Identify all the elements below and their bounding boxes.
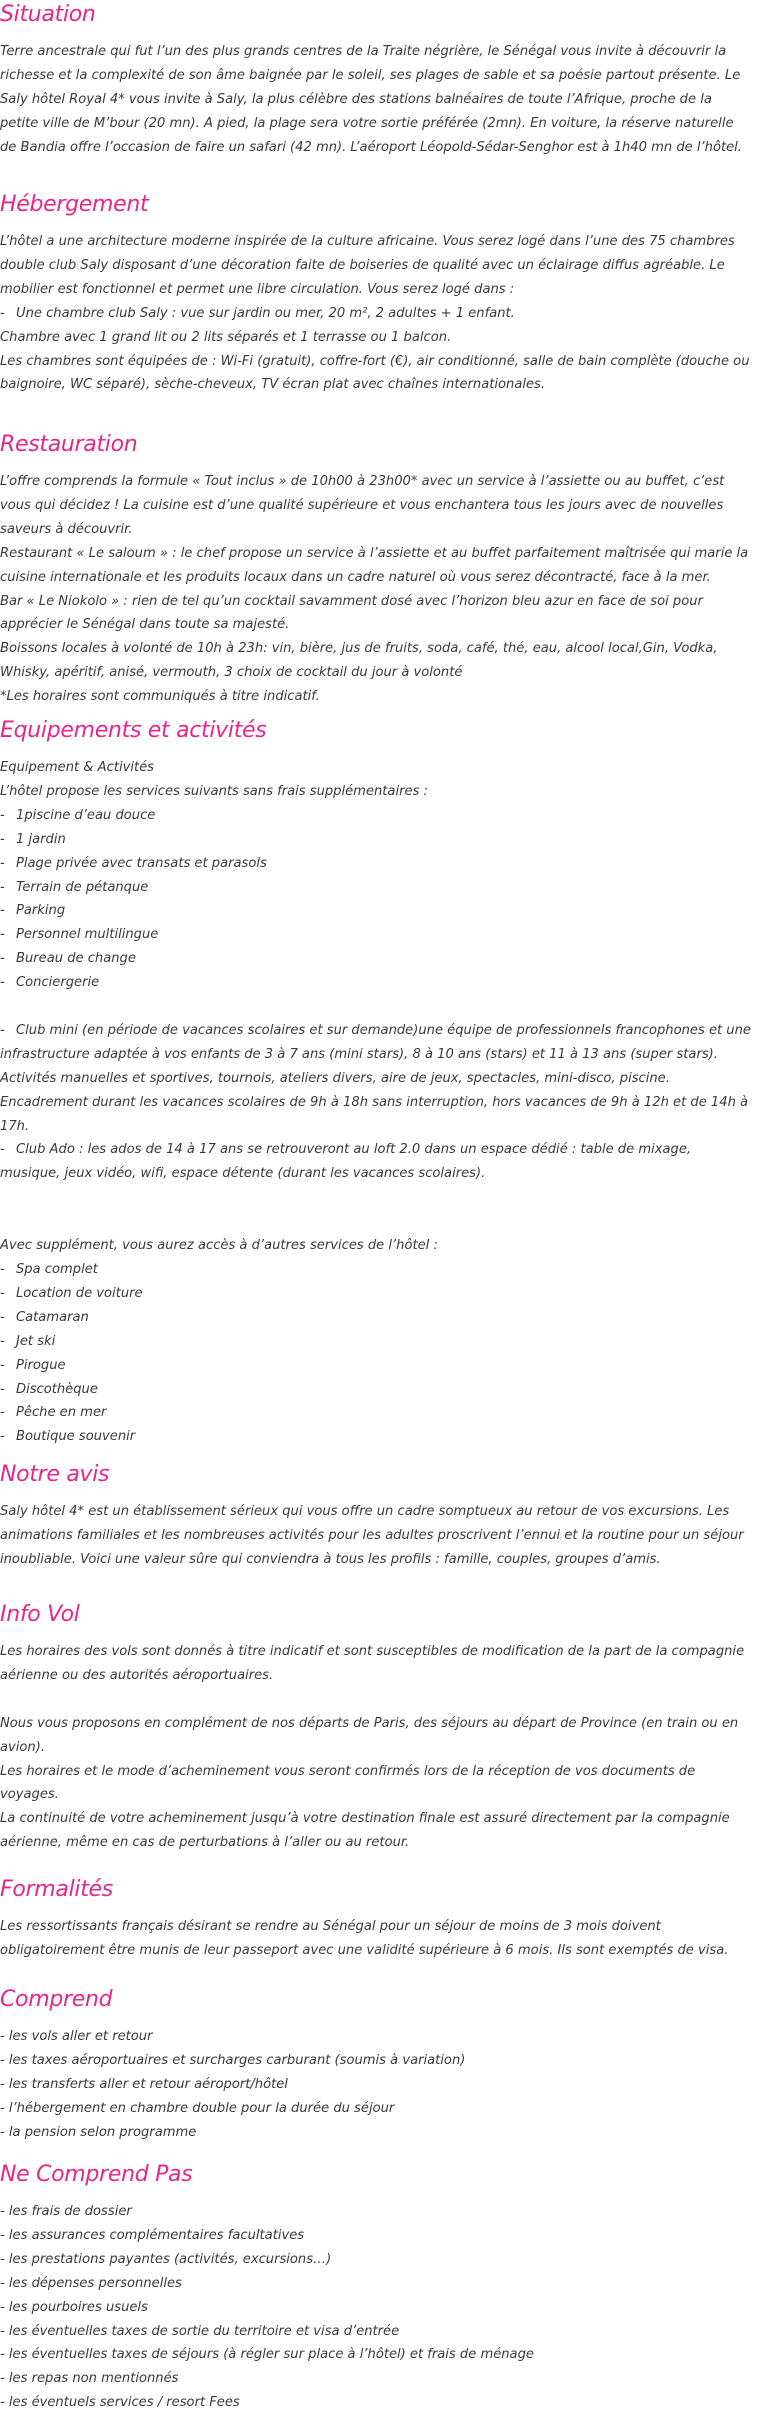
dash-bullet: - [0, 1405, 5, 1421]
line-text: Plage privée avec transats et parasols [16, 855, 267, 871]
line-text: L’hôtel a une architecture moderne inspirée de la culture africaine. Vous serez logé dans l’une des 75 chambres double club Saly disposant d’une décoration faite de boiseries de qualité avec un éclairage diffus agréable. Le mobilier est fonctionnel et permet une libre circulation. Vous serez logé dans : [0, 234, 735, 297]
section-title-comprend: Comprend [0, 1987, 113, 2012]
line-text: Catamaran [16, 1309, 89, 1325]
line-text: - les dépenses personnelles [0, 2275, 182, 2291]
line-text: - les transferts aller et retour aéroport/hôtel [0, 2076, 288, 2092]
line-text: Discothèque [16, 1381, 98, 1397]
section-title-equipements-et-activites: Equipements et activités [0, 718, 267, 743]
dash-bullet: - [0, 903, 5, 919]
paragraph-line [0, 2049, 752, 2073]
line-text: - les éventuels services / resort Fees [0, 2395, 240, 2411]
section-formalites [0, 1875, 752, 1963]
line-text: Personnel multilingue [16, 927, 159, 943]
line-text: *Les horaires sont communiqués à titre indicatif. [0, 689, 320, 705]
section-title-notre-avis: Notre avis [0, 1462, 110, 1487]
line-text: - l’hébergement en chambre double pour la durée du séjour [0, 2100, 395, 2116]
line-text: Conciergerie [16, 975, 100, 991]
paragraph-line [0, 2248, 752, 2272]
line-text: 1piscine d’eau douce [16, 807, 156, 823]
line-text: - les éventuelles taxes de sortie du territoire et visa d’entrée [0, 2323, 400, 2339]
section-restauration [0, 430, 752, 709]
paragraph-line [0, 1234, 752, 1258]
list-item [0, 971, 752, 995]
line-text: - les repas non mentionnés [0, 2371, 179, 2387]
dash-bullet: - [0, 879, 5, 895]
blank-line [0, 1186, 752, 1210]
line-text: Nous vous proposons en complément de nos départs de Paris, des séjours au départ de Province (en train ou en avion). [0, 1715, 739, 1755]
paragraph-line [0, 2391, 752, 2415]
line-text: Jet ski [16, 1333, 56, 1349]
paragraph-line [0, 2097, 752, 2121]
line-text: 1 jardin [16, 831, 66, 847]
paragraph-line [0, 326, 752, 350]
section-body-info-vol [0, 1640, 752, 1879]
paragraph-line [0, 2367, 752, 2391]
line-text: - les frais de dossier [0, 2204, 132, 2219]
list-item [0, 302, 752, 326]
line-text: - les taxes aéroportuaires et surcharges carburant (soumis à variation) [0, 2052, 466, 2068]
list-item [0, 923, 752, 947]
list-item [0, 1401, 752, 1425]
section-body-situation [0, 40, 752, 160]
paragraph-line [0, 1807, 752, 1855]
dash-bullet: - [0, 1381, 5, 1397]
paragraph-line [0, 637, 752, 685]
dash-bullet: - [0, 927, 5, 943]
section-notre-avis [0, 1460, 752, 1572]
dash-bullet: - [0, 1333, 5, 1349]
paragraph-line [0, 350, 752, 398]
paragraph-line [0, 1915, 752, 1963]
blank-line [0, 995, 752, 1019]
dash-bullet: - [0, 951, 5, 967]
paragraph-line [0, 2320, 752, 2344]
line-text: Terrain de pétanque [16, 879, 149, 895]
line-text: Club mini (en période de vacances scolaires et sur demande)une équipe de professionnels francophones et une infrastructure adaptée à vos enfants de 3 à 7 ans (mini stars), 8 à 10 ans (stars) et 11 à 13 ans (super stars). Activités manuelles et sportives, tournois, ateliers divers, aire de jeux, spectacles, mini-disco, piscine. Encadrement durant les vacances scolaires de 9h à 18h sans interruption, hors vacances de 9h à 12h et de 14h à 17h. [0, 1022, 751, 1134]
line-text: - les assurances complémentaires facultatives [0, 2227, 305, 2243]
paragraph-line [0, 1712, 752, 1760]
section-title-formalites: Formalités [0, 1877, 113, 1902]
list-item [0, 1282, 752, 1306]
line-text: Une chambre club Saly : vue sur jardin ou mer, 20 m², 2 adultes + 1 enfant. [16, 305, 515, 321]
section-body-formalites [0, 1915, 752, 1963]
section-hebergement [0, 190, 752, 397]
list-item [0, 1330, 752, 1354]
list-item [0, 947, 752, 971]
section-body-equipements-et-activites [0, 756, 752, 1449]
list-item [0, 1354, 752, 1378]
section-body-hebergement [0, 230, 752, 397]
paragraph-line [0, 2296, 752, 2320]
line-text: Les horaires des vols sont donnés à titre indicatif et sont susceptibles de modification de la part de la compagnie aérienne ou des autorités aéroportuaires. [0, 1644, 745, 1683]
paragraph-line [0, 2200, 752, 2224]
line-text: Location de voiture [16, 1285, 143, 1301]
line-text: Boissons locales à volonté de 10h à 23h: vin, bière, jus de fruits, soda, café, thé, eau, alcool local,Gin, Vodka, Whisky, apéritif, anisé, vermouth, 3 choix de cocktail du jour à volonté [0, 641, 718, 681]
line-text: Les ressortissants français désirant se rendre au Sénégal pour un séjour de moins de 3 mois doivent obligatoirement être munis de leur passeport avec une validité supérieure à 6 mois. Ils sont exemptés de visa. [0, 1919, 729, 1958]
line-text: Club Ado : les ados de 14 à 17 ans se retrouveront au loft 2.0 dans un espace dédié : table de mixage, musique, jeux vidéo, wifi, espace détente (durant les vacances scolaires). [0, 1142, 692, 1182]
paragraph-line [0, 590, 752, 638]
paragraph-line [0, 1760, 752, 1808]
paragraph-line [0, 470, 752, 542]
line-text: - les prestations payantes (activités, excursions…) [0, 2251, 332, 2267]
section-title-info-vol: Info Vol [0, 1602, 80, 1627]
dash-bullet: - [0, 1142, 5, 1158]
line-text: Les horaires et le mode d’acheminement vous seront confirmés lors de la réception de vos documents de voyages. [0, 1763, 696, 1803]
section-body-restauration [0, 470, 752, 709]
line-text: Chambre avec 1 grand lit ou 2 lits séparés et 1 terrasse ou 1 balcon. [0, 329, 452, 345]
blank-line [0, 1210, 752, 1234]
list-item [0, 1258, 752, 1282]
paragraph-line [0, 230, 752, 302]
line-text: - les pourboires usuels [0, 2299, 148, 2315]
list-item [0, 804, 752, 828]
dash-bullet: - [0, 305, 5, 321]
section-title-hebergement: Hébergement [0, 192, 149, 217]
list-item [0, 828, 752, 852]
section-title-restauration: Restauration [0, 432, 138, 457]
list-item [0, 852, 752, 876]
line-text: L’hôtel propose les services suivants sans frais supplémentaires : [0, 783, 428, 799]
dash-bullet: - [0, 855, 5, 871]
section-ne-comprend-pas [0, 2160, 752, 2415]
line-text: Pirogue [16, 1357, 66, 1373]
dash-bullet: - [0, 1285, 5, 1301]
line-text: Pêche en mer [16, 1405, 107, 1421]
list-item [0, 1378, 752, 1402]
dash-bullet: - [0, 807, 5, 823]
line-text: Saly hôtel 4* est un établissement sérieux qui vous offre un cadre somptueux au retour de vos excursions. Les animations familiales et les nombreuses activités pour les adultes proscrivent l’ennui et la routine pour un séjour inoubliable. Voici une valeur sûre qui conviendra à tous les profils : famille, couples, groupes d’amis. [0, 1504, 744, 1567]
dash-bullet: - [0, 1022, 5, 1038]
line-text: Les chambres sont équipées de : Wi-Fi (gratuit), coffre-fort (€), air conditionné, salle de bain complète (douche ou baignoire, WC séparé), sèche-cheveux, TV écran plat avec chaînes internationales. [0, 353, 750, 393]
dash-bullet: - [0, 831, 5, 847]
section-title-situation: Situation [0, 2, 96, 27]
paragraph-line [0, 2272, 752, 2296]
line-text: - la pension selon programme [0, 2124, 197, 2140]
line-text: - les vols aller et retour [0, 2029, 153, 2044]
line-text: Parking [16, 903, 66, 919]
dash-bullet: - [0, 1429, 5, 1445]
paragraph-line [0, 756, 752, 780]
list-item [0, 876, 752, 900]
list-item [0, 1019, 752, 1139]
line-text: Boutique souvenir [16, 1429, 136, 1445]
line-text: Bar « Le Niokolo » : rien de tel qu’un cocktail savamment dosé avec l’horizon bleu azur en face de soi pour apprécier le Sénégal dans toute sa majesté. [0, 593, 703, 633]
paragraph-line [0, 2121, 752, 2145]
paragraph-line [0, 2073, 752, 2097]
section-title-ne-comprend-pas: Ne Comprend Pas [0, 2162, 193, 2187]
section-info-vol [0, 1600, 752, 1879]
list-item [0, 1138, 752, 1186]
dash-bullet: - [0, 975, 5, 991]
blank-line [0, 1688, 752, 1712]
paragraph-line [0, 40, 752, 160]
section-body-comprend [0, 2025, 752, 2145]
paragraph-line [0, 1500, 752, 1572]
line-text: Spa complet [16, 1261, 98, 1277]
dash-bullet: - [0, 1357, 5, 1373]
paragraph-line [0, 2343, 752, 2367]
line-text: - les éventuelles taxes de séjours (à régler sur place à l’hôtel) et frais de ménage [0, 2347, 534, 2363]
line-text: La continuité de votre acheminement jusqu’à votre destination finale est assuré directement par la compagnie aérienne, même en cas de perturbations à l’aller ou au retour. [0, 1811, 730, 1851]
line-text: Avec supplément, vous aurez accès à d’autres services de l’hôtel : [0, 1238, 438, 1254]
dash-bullet: - [0, 1309, 5, 1325]
list-item [0, 899, 752, 923]
paragraph-line [0, 780, 752, 804]
section-body-notre-avis [0, 1500, 752, 1572]
line-text: Bureau de change [16, 951, 136, 967]
paragraph-line [0, 2224, 752, 2248]
list-item [0, 1306, 752, 1330]
line-text: L’offre comprends la formule « Tout inclus » de 10h00 à 23h00* avec un service à l’assiette ou au buffet, c’est vous qui décidez ! La cuisine est d’une qualité supérieure et vous enchantera tous les jours avec de nouvelles saveurs à découvrir. [0, 474, 725, 537]
list-item [0, 1425, 752, 1449]
line-text: Equipement & Activités [0, 760, 154, 775]
paragraph-line [0, 1640, 752, 1688]
section-comprend [0, 1985, 752, 2145]
section-body-ne-comprend-pas [0, 2200, 752, 2415]
dash-bullet: - [0, 1261, 5, 1277]
paragraph-line [0, 685, 752, 709]
section-equipements-et-activites [0, 716, 752, 1449]
line-text: Restaurant « Le saloum » : le chef propose un service à l’assiette et au buffet parfaitement maîtrisée qui marie la cuisine internationale et les produits locaux dans un cadre naturel où vous serez décontracté, face à la mer. [0, 545, 749, 585]
section-situation [0, 0, 752, 160]
paragraph-line [0, 2025, 752, 2049]
paragraph-line [0, 542, 752, 590]
line-text: Terre ancestrale qui fut l’un des plus grands centres de la Traite négrière, le Sénégal vous invite à découvrir la richesse et la complexité de son âme baignée par le soleil, ses plages de sable et sa poésie partout présente. Le Saly hôtel Royal 4* vous invite à Saly, la plus célèbre des stations balnéaires de toute l’Afrique, proche de la petite ville de M’bour (20 mn). A pied, la plage sera votre sortie préférée (2mn). En voiture, la réserve naturelle de Bandia offre l’occasion de faire un safari (42 mn). L’aéroport Léopold-Sédar-Senghor est à 1h40 mn de l’hôtel. [0, 44, 742, 155]
